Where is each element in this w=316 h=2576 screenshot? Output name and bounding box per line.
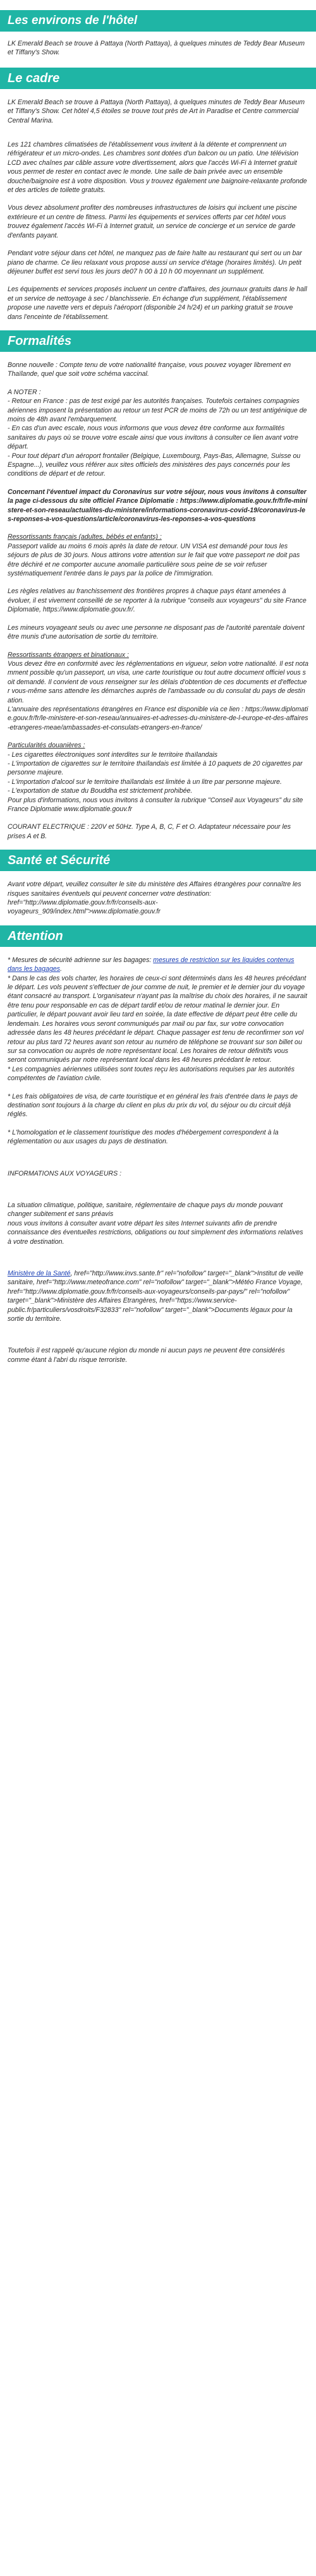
formalites-paragraph-courant: COURANT ELECTRIQUE : 220V et 50Hz. Type A, B, C, F et O. Adaptateur nécessaire pour les prises A et B.: [8, 823, 291, 840]
formalites-paragraph-mineurs: Les mineurs voyageant seuls ou avec une personne ne disposant pas de l'autorité parentale doivent être munis d'une autorisation de sortie du territoire.: [8, 623, 305, 641]
section-attention: [0, 925, 316, 1364]
attention-paragraph-2: * Les frais obligatoires de visa, de carte touristique et en général les frais d'entrée dans le pays de destination sont toujours à la charge du client en plus du prix du vol, du séjour ou du circuit déjà réglés.: [8, 1092, 298, 1119]
section-title-attention: Attention: [0, 925, 316, 947]
section-title-environs: Les environs de l'hôtel: [0, 10, 316, 32]
formalites-heading-etrangers: Ressortissants étrangers et binationaux :: [8, 651, 129, 659]
cadre-paragraph-2: Les 121 chambres climatisées de l'établissement vous invitent à la détente et comprennent un réfrigérateur et un micro-ondes. Les chambres sont dotées d'un balcon ou un patio. Une télévision LCD avec chaînes par câble assure votre divertissement, alors que l'accès Wi-Fi à Internet gratuit vous permet de rester en contact avec le monde. Une salle de bain privée avec un ensemble douche/baignoire est à votre disposition. Vous y trouvez également une baignoire-relaxante profonde et des articles de toilette gratuits.: [8, 141, 307, 195]
environs-text: LK Emerald Beach se trouve à Pattaya (North Pattaya), à quelques minutes de Teddy Bear Museum et Tiffany's Show.: [8, 40, 305, 57]
ministere-sante-link[interactable]: Ministère de la Santé: [8, 1270, 71, 1277]
formalites-paragraph-etrangers: Vous devez être en conformité avec les réglementations en vigueur, selon votre nationalité. Il est notamment possible qu'un passeport, un visa, une carte touristique ou tout autre document officiel vous soit demandé. Il convient de vous renseigner sur les délais d'obtention de ces documents et d'effectuer vous-même sans attendre les démarches auprès de l'ambassade ou du consulat du pays de destination. L'annuaire des représentations étrangères en France est disponible via ce lien : https://www.diplomatie.gouv.fr/fr/le-ministere-et-son-reseau/annuaires-et-adresses-du-ministere-de-l-europe-et-des-affaires-etrangeres-meae/ambassades-et-consulats-etrangers-en-france/: [8, 659, 309, 731]
section-securite: [0, 850, 316, 917]
liquides-restriction-link[interactable]: mesures de restriction sur les liquides contenus dans les bagages: [8, 956, 295, 973]
attention-paragraph-liens: [8, 1269, 308, 1323]
formalites-paragraph-1: Bonne nouvelle : Compte tenu de votre nationalité française, vous pouvez voyager librement en Thaïlande, quel que soit votre schéma vaccinal.: [8, 361, 291, 378]
attention-informations-heading: INFORMATIONS AUX VOYAGEURS :: [8, 1169, 122, 1177]
attention-paragraph-climat: La situation climatique, politique, sanitaire, réglementaire de chaque pays du monde pouvant changer subitement et sans préavis nous vous invitons à consulter avant votre départ les sites Internet suivants afin de prendre connaissance des éventuelles restrictions, obligations ou tout simplement des informations relatives à votre destination.: [8, 1201, 303, 1246]
attention-paragraph-1: [8, 956, 308, 1083]
formalites-paragraph-douane: - Les cigarettes électroniques sont interdites sur le territoire thaïlandais - L'importation de cigarettes sur le territoire thaïlandais est limitée à 10 paquets de 20 cigarettes par personne majeure. - L'importation d'alcool sur le territoire thaïlandais est limitée à un litre par personne majeure. - L'exportation de statue du Bouddha est strictement prohibée. Pour plus d'informations, nous vous invitons à consulter la rubrique "Conseil aux Voyageurs" du site France Diplomatie www.diplomatie.gouv.fr: [8, 750, 303, 813]
section-title-formalites: Formalités: [0, 330, 316, 352]
section-content-securite: [0, 871, 316, 917]
section-title-cadre: Le cadre: [0, 68, 316, 89]
cadre-paragraph-4: Pendant votre séjour dans cet hôtel, ne manquez pas de faire halte au restaurant qui sert ou un bar piano de charme. Ce lieu relaxant vous propose aussi un service d'étage (horaires limités). Un petit déjeuner buffet est servi tous les jours de07 h 00 à 10 h 00 moyennant un supplément.: [8, 250, 302, 275]
securite-paragraph: Avant votre départ, veuillez consulter le site du ministère des Affaires étrangères pour connaître les risques sanitaires éventuels qui peuvent concerner votre destination: href="http://www.diplomatie.gouv.fr/fr/conseils-aux-voyageurs_909/index.html">www.diplomatie.gouv.fr: [8, 881, 301, 916]
section-cadre: [0, 68, 316, 322]
formalites-heading-douane: Particularités douanières :: [8, 742, 85, 750]
formalites-paragraph-regles: Les règles relatives au franchissement des frontières propres à chaque pays étant amenées à évoluer, il est vivement conseillé de se reporter à la rubrique "conseils aux voyageurs" du site France Diplomatie, https://www.diplomatie.gouv.fr/.: [8, 587, 307, 614]
attention-paragraph-terrorisme: Toutefois il est rappelé qu'aucune région du monde ni aucun pays ne peuvent être considérés comme étant à l'abri du risque terroriste.: [8, 1347, 285, 1364]
section-environs: [0, 10, 316, 57]
cadre-paragraph-5: Les équipements et services proposés incluent un centre d'affaires, des journaux gratuits dans le hall et un service de nettoyage à sec / blanchisserie. En échange d'un supplément, l'établissement propose une navette vers et depuis l'aéroport (disponible 24 h/24) et un parking gratuit se trouve dans l'enceinte de l'établissement.: [8, 286, 307, 321]
attention-vols-text: . * Dans le cas des vols charter, les horaires de ceux-ci sont déterminés dans les 48 heures précédant le départ. Les vols peuvent s'effectuer de jour comme de nuit, le premier et le dernier jour du voyage étant consacré au transport. L'organisateur n'ayant pas la maîtrise du choix des horaires, il ne saurait être tenu pour responsable en cas de départ tardif et/ou de retour matinal le dernier jour. En particulier, le départ pouvant avoir lieu tard en soirée, la date effective de départ peut être celle du lendemain. Les horaires vous seront communiqués par mail ou par fax, sur votre convocation adressée dans les 48 heures précédant le départ. Chaque passager est tenu de reconfirmer son vol retour au plus tard 72 heures avant son retour au numéro de téléphone se trouvant sur son billet ou sur sa convocation ou auprès de notre représentant local. Les horaires de retour définitifs vous seront communiqués par notre représentant local dans les 48 heures précédant le retour. * Les compagnies aériennes utilisées sont toutes reçu les autorisations requises par les autorités compétentes de l'aviation civile.: [8, 965, 307, 1083]
formalites-paragraph-2: A NOTER : - Retour en France : pas de test exigé par les autorités françaises. Toutefois certaines compagnies aériennes imposent la présentation au retour un test PCR de moins de 72h ou un test antigénique de moins de 48h avant l'embarquement. - En cas d'un avec escale, nous vous informons que vous devez être conforme aux formalités sanitaires du pays où se trouve votre escale ainsi que vous invitons à consulter ce lien avant votre départ. - Pour tout départ d'un aéroport frontalier (Belgique, Luxembourg, Pays-Bas, Allemagne, Suisse ou Espagne...), veuillez vous référer aux sites officiels des ministères des pays concernés pour les conditions de départ et de retour.: [8, 388, 307, 478]
formalites-coronavirus: Concernant l'éventuel impact du Coronavirus sur votre séjour, nous vous invitons à consulter la page ci-dessous du site officiel France Diplomatie : https://www.diplomatie.gouv.fr/fr/le-ministere-et-son-reseau/actualites-du-ministere/informations-coronavirus-covid-19/coronavirus-les-reponses-a-vos-questions/article/coronavirus-les-reponses-a-vos-questions: [8, 488, 308, 524]
section-content-environs: [0, 32, 316, 57]
section-content-attention: [0, 947, 316, 1364]
section-content-formalites: [0, 352, 316, 841]
section-content-cadre: [0, 89, 316, 322]
attention-liens-text: , href="http://www.invs.sante.fr" rel="nofollow" target="_blank">Institut de veille sanitaire, href="http://www.meteofrance.com" rel="nofollow" target="_blank">Météo France Voyage, href="http://www.diplomatie.gouv.fr/fr/conseils-aux-voyageurs/conseils-par-pays/" rel="nofollow" target="_blank">Ministère des Affaires Etrangères, href="https://www.service-public.fr/particuliers/vosdroits/F32833" rel="nofollow" target="_blank">Documents légaux pour la sortie du territoire.: [8, 1270, 303, 1323]
cadre-paragraph-1: LK Emerald Beach se trouve à Pattaya (North Pattaya), à quelques minutes de Teddy Bear Museum et Tiffany's Show. Cet hôtel 4,5 étoiles se trouve tout près de Art in Paradise et Centre commercial Central Marina.: [8, 98, 305, 124]
attention-bagages-text: * Mesures de sécurité adrienne sur les bagages:: [8, 956, 154, 964]
formalites-paragraph-francais: Passeport valide au moins 6 mois après la date de retour. UN VISA est demandé pour tous les séjours de plus de 30 jours. Nous attirons votre attention sur le fait que votre passeport ne doit pas être déchiré et ne comporter aucune anomalie particulière sous peine de se voir refuser systématiquement l'entrée dans le pays par la police de l'immigration.: [8, 542, 300, 578]
cadre-paragraph-3: Vous devez absolument profiter des nombreuses infrastructures de loisirs qui incluent une piscine extérieure et un centre de fitness. Parmi les équipements et services offerts par cet hôtel vous trouvez également l'accès Wi-Fi à Internet gratuit, un service de concierge et un service de garde d'enfants payant.: [8, 204, 297, 239]
formalites-heading-francais: Ressortissants français (adultes, bébés et enfants) :: [8, 533, 162, 541]
attention-paragraph-3: * L'homologation et le classement touristique des modes d'hébergement correspondent à la réglementation ou aux usages du pays de destination.: [8, 1128, 279, 1146]
section-formalites: [0, 330, 316, 841]
section-title-securite: Santé et Sécurité: [0, 850, 316, 871]
